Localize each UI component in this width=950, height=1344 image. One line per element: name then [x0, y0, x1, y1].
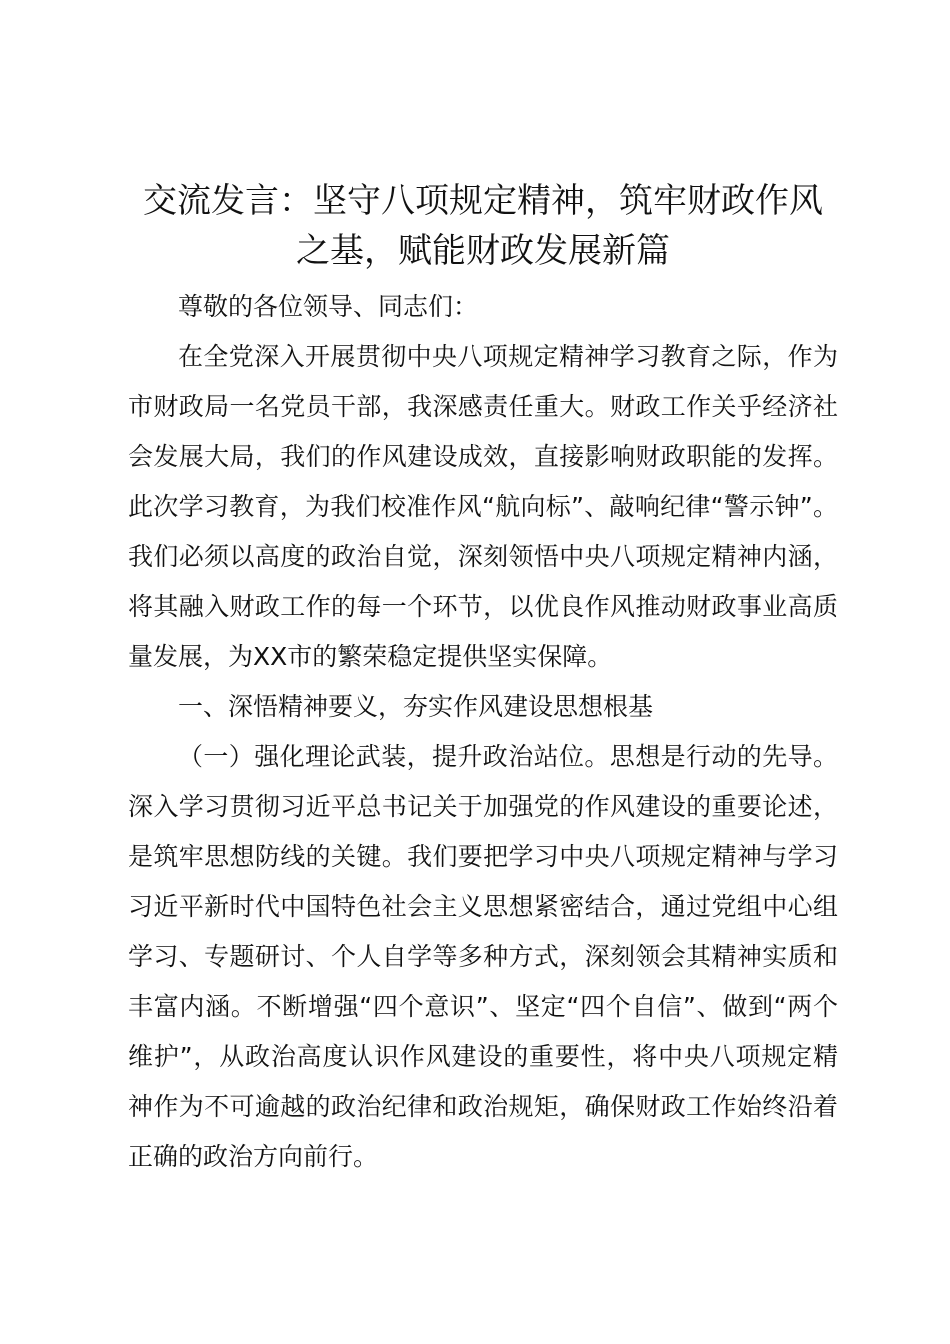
section-1-paragraph-1: （一）强化理论武装，提升政治站位。思想是行动的先导。深入学习贯彻习近平总书记关于加强党的作风建设的重要论述，是筑牢思想防线的关键。我们要把学习中央八项规定精神与学习习近平新时代中国特色社会主义思想紧密结合，通过党组中心组学习、专题研讨、个人自学等多种方式，深刻领会其精神实质和丰富内涵。不断增强“四个意识”、坚定“四个自信”、做到“两个维护”，从政治高度认识作风建设的重要性，将中央八项规定精神作为不可逾越的政治纪律和政治规矩，确保财政工作始终沿着正确的政治方向前行。 [128, 742, 838, 1171]
intro-paragraph: 在全党深入开展贯彻中央八项规定精神学习教育之际，作为市财政局一名党员干部，我深感责任重大。财政工作关乎经济社会发展大局，我们的作风建设成效，直接影响财政职能的发挥。此次学习教育，为我们校准作风“航向标”、敲响纪律“警示钟”。我们必须以高度的政治自觉，深刻领悟中央八项规定精神内涵，将其融入财政工作的每一个环节，以优良作风推动财政事业高质量发展，为XX市的繁荣稳定提供坚实保障。 [128, 342, 838, 671]
section-heading-1: 一、深悟精神要义，夯实作风建设思想根基 [178, 692, 654, 721]
document-body [128, 176, 838, 1182]
salutation: 尊敬的各位领导、同志们： [178, 292, 479, 321]
document-title: 交流发言：坚守八项规定精神，筑牢财政作风之基，赋能财政发展新篇 [143, 181, 823, 271]
